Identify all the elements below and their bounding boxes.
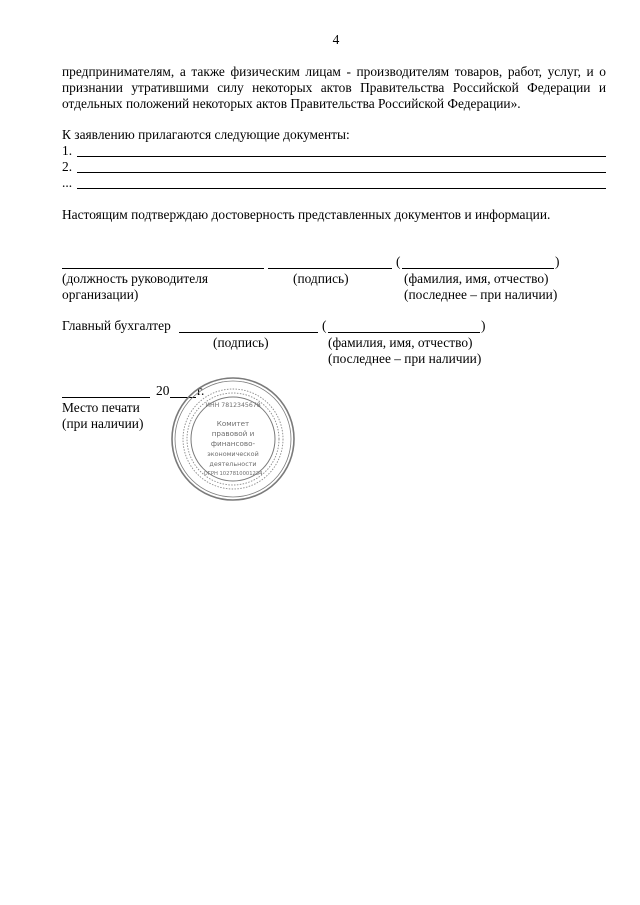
intro-paragraph: предпринимателям, а также физическим лицам - производителям товаров, работ, услуг, и о признании утратившими силу некоторых актов Правительства Российской Федерации и отдельных положений некоторых актов Правительства Российской Федерации».: [62, 64, 606, 111]
stamp-top-number: ИНН 7812345678: [205, 402, 261, 409]
attachment-line-1[interactable]: [77, 156, 606, 157]
date-year-prefix: 20: [156, 383, 170, 398]
head-name-note: (последнее – при наличии): [404, 287, 558, 302]
head-name-line[interactable]: [402, 268, 554, 269]
accountant-name-note: (последнее – при наличии): [328, 351, 482, 366]
attachment-line-more[interactable]: [77, 188, 606, 189]
attachment-line-2[interactable]: [77, 172, 606, 173]
stamp-center-line-1: Комитет: [216, 419, 250, 428]
stamp-center-line-4: экономической: [207, 450, 259, 458]
seal-place-note: (при наличии): [62, 416, 144, 431]
attachment-item-2: 2.: [62, 159, 73, 174]
stamp-center-line-3: финансово-: [210, 439, 256, 448]
head-position-label-2: организации): [62, 287, 139, 302]
head-signature-label: (подпись): [293, 271, 349, 286]
head-position-line[interactable]: [62, 268, 264, 269]
accountant-name-close-paren: ): [481, 318, 486, 333]
seal-place-label: Место печати: [62, 400, 140, 415]
head-name-label: (фамилия, имя, отчество): [404, 271, 549, 286]
stamp-center-line-5: деятельности: [209, 460, 257, 468]
stamp-bottom-number: ОГРН 1027810001234: [203, 471, 263, 477]
accountant-name-open-paren: (: [322, 318, 327, 333]
head-signature-line[interactable]: [268, 268, 392, 269]
confirmation-text: Настоящим подтверждаю достоверность представленных документов и информации.: [62, 207, 551, 222]
accountant-title: Главный бухгалтер: [62, 318, 171, 333]
attachment-item-1: 1.: [62, 143, 73, 158]
page-number: 4: [332, 32, 340, 47]
official-stamp: [170, 376, 296, 502]
attachments-heading: К заявлению прилагаются следующие документы:: [62, 127, 350, 142]
accountant-signature-label: (подпись): [213, 335, 269, 350]
stamp-center-line-2: правовой и: [211, 429, 255, 438]
attachment-item-more: ...: [62, 175, 73, 190]
date-day-month-line[interactable]: [62, 397, 150, 398]
accountant-name-line[interactable]: [328, 332, 480, 333]
accountant-signature-line[interactable]: [179, 332, 318, 333]
accountant-name-label: (фамилия, имя, отчество): [328, 335, 473, 350]
head-name-close-paren: ): [555, 254, 560, 269]
date-year-suffix: г.: [197, 383, 205, 398]
head-name-open-paren: (: [396, 254, 401, 269]
head-position-label: (должность руководителя: [62, 271, 209, 286]
